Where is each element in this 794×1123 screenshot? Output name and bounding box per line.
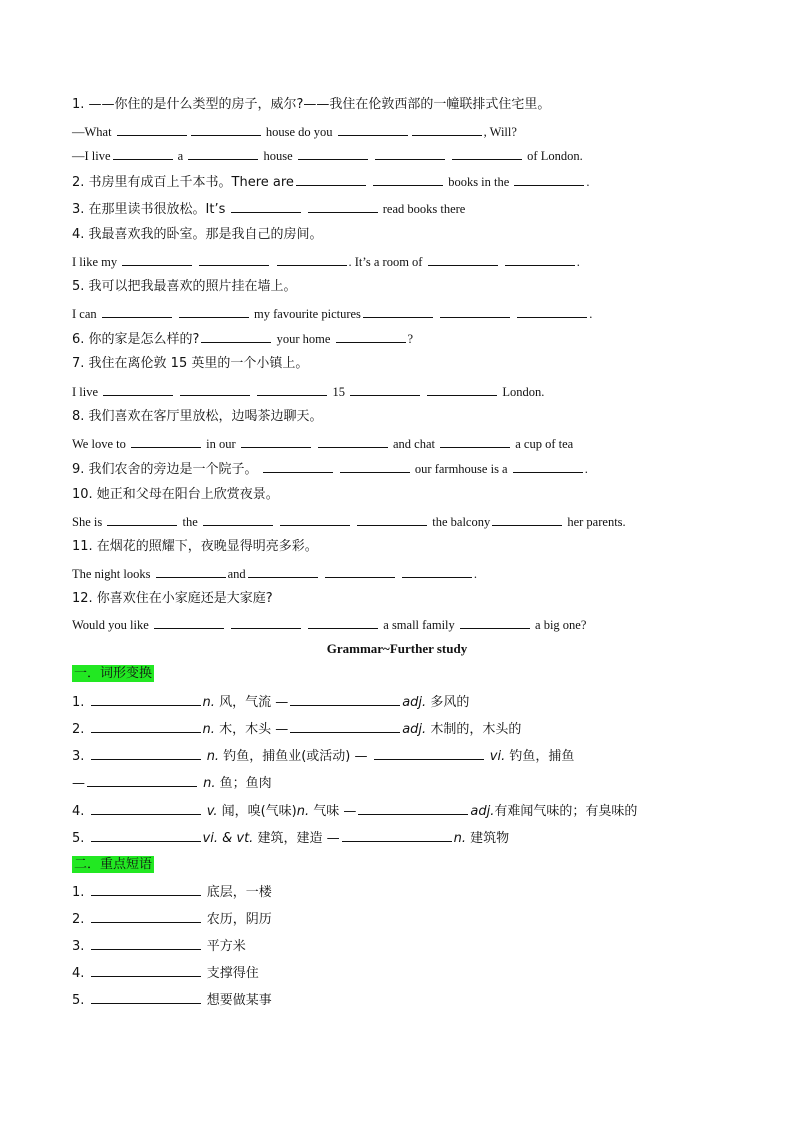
answer-blank[interactable] [492, 513, 562, 526]
pos-label: vi. [489, 749, 506, 764]
item-number: 5. [72, 993, 85, 1008]
text: her parents. [567, 515, 626, 529]
pos-label: n. [203, 776, 216, 791]
text: — [275, 695, 289, 710]
text: 9. 我们农舍的旁边是一个院子。 [72, 462, 258, 477]
answer-blank[interactable] [375, 147, 445, 160]
text: . [584, 462, 588, 476]
text: —I live [72, 149, 111, 163]
answer-blank[interactable] [298, 147, 368, 160]
answer-blank[interactable] [290, 693, 400, 706]
answer-blank[interactable] [91, 991, 201, 1004]
answer-blank[interactable] [154, 616, 224, 629]
text: We love to [72, 437, 126, 451]
text: 15 [332, 385, 346, 399]
text: — [72, 776, 85, 791]
exercise-11-english [72, 565, 477, 582]
text: . [586, 175, 590, 189]
exercise-12-chinese: 12. 你喜欢住在小家庭还是大家庭? [72, 591, 273, 606]
answer-blank[interactable] [460, 616, 530, 629]
answer-blank[interactable] [428, 253, 498, 266]
answer-blank[interactable] [117, 123, 187, 136]
answer-blank[interactable] [91, 693, 201, 706]
text: your home [276, 332, 331, 346]
meaning: 想要做某事 [206, 993, 272, 1008]
meaning: 鱼；鱼肉 [219, 776, 272, 791]
meaning: 闻，嗅(气味) [221, 804, 297, 819]
text: a cup of tea [515, 437, 574, 451]
answer-blank[interactable] [290, 720, 400, 733]
text: a small family [383, 618, 455, 632]
answer-blank[interactable] [201, 330, 271, 343]
item-number: 2. [72, 912, 85, 927]
word-form-item-3b [72, 774, 272, 792]
pos-label: adj. [402, 695, 427, 710]
meaning: 平方米 [206, 939, 246, 954]
text: my favourite pictures [254, 307, 361, 321]
part2-heading: 二．重点短语 [74, 857, 153, 872]
text: of London. [527, 149, 583, 163]
exercise-10-english [72, 513, 626, 530]
answer-blank[interactable] [342, 829, 452, 842]
text: . [473, 567, 478, 581]
word-form-item-2 [72, 720, 521, 738]
text: The night looks [72, 567, 151, 581]
answer-blank[interactable] [188, 147, 258, 160]
answer-blank[interactable] [308, 616, 378, 629]
answer-blank[interactable] [257, 383, 327, 396]
text: She is [72, 515, 103, 529]
text: our farmhouse is a [414, 462, 508, 476]
answer-blank[interactable] [91, 937, 201, 950]
answer-blank[interactable] [103, 383, 173, 396]
answer-blank[interactable] [336, 330, 406, 343]
answer-blank[interactable] [402, 565, 472, 578]
answer-blank[interactable] [412, 123, 482, 136]
meaning: 木，木头 [219, 722, 272, 737]
answer-blank[interactable] [452, 147, 522, 160]
phrase-item-3 [72, 937, 246, 955]
text: — [275, 722, 289, 737]
answer-blank[interactable] [350, 383, 420, 396]
item-number: 1. [72, 695, 85, 710]
answer-blank[interactable] [263, 460, 333, 473]
text: house do you [265, 125, 333, 139]
text: 3. 在那里读书很放松。It’s [72, 202, 226, 217]
text: — [326, 831, 340, 846]
meaning: 风，气流 [219, 695, 272, 710]
pos-label: vi. & vt. [202, 831, 254, 846]
exercise-1-english-q [72, 123, 517, 140]
text: —What [72, 125, 112, 139]
text: I live [72, 385, 99, 399]
item-number: 1. [72, 885, 85, 900]
exercise-7-chinese: 7. 我住在离伦敦 15 英里的一个小镇上。 [72, 356, 309, 371]
answer-blank[interactable] [277, 253, 347, 266]
item-number: 3. [72, 749, 85, 764]
part1-heading: 一．词形变换 [74, 666, 153, 681]
exercise-8-chinese: 8. 我们喜欢在客厅里放松，边喝茶边聊天。 [72, 409, 323, 424]
text: . [576, 255, 580, 269]
answer-blank[interactable] [122, 253, 192, 266]
answer-blank[interactable] [440, 435, 510, 448]
answer-blank[interactable] [505, 253, 575, 266]
item-number: 4. [72, 966, 85, 981]
exercise-10-chinese: 10. 她正和父母在阳台上欣赏夜景。 [72, 487, 279, 502]
answer-blank[interactable] [248, 565, 318, 578]
answer-blank[interactable] [231, 616, 301, 629]
text: read books there [382, 202, 466, 216]
phrase-item-4 [72, 964, 259, 982]
pos-label: v. [206, 804, 218, 819]
answer-blank[interactable] [91, 829, 201, 842]
exercise-7-english [72, 383, 544, 400]
item-number: 2. [72, 722, 85, 737]
answer-blank[interactable] [357, 513, 427, 526]
meaning: 多风的 [430, 695, 470, 710]
text: a big one? [535, 618, 587, 632]
answer-blank[interactable] [102, 305, 172, 318]
text: London. [502, 385, 545, 399]
meaning: 建筑物 [470, 831, 510, 846]
text: books in the [448, 175, 510, 189]
item-number: 5. [72, 831, 85, 846]
answer-blank[interactable] [338, 123, 408, 136]
exercise-4-chinese: 4. 我最喜欢我的卧室。那是我自己的房间。 [72, 227, 323, 242]
answer-blank[interactable] [325, 565, 395, 578]
answer-blank[interactable] [91, 910, 201, 923]
text: Would you like [72, 618, 149, 632]
exercise-2 [72, 173, 590, 191]
answer-blank[interactable] [427, 383, 497, 396]
meaning: 建筑，建造 [257, 831, 323, 846]
meaning: 底层，一楼 [206, 885, 272, 900]
pos-label: n. [202, 695, 215, 710]
meaning: 气味 [313, 804, 340, 819]
exercise-9 [72, 460, 588, 478]
answer-blank[interactable] [91, 883, 201, 896]
answer-blank[interactable] [180, 383, 250, 396]
exercise-1-english-a [72, 147, 583, 164]
pos-label: n. [202, 722, 215, 737]
answer-blank[interactable] [318, 435, 388, 448]
text: and [227, 567, 246, 581]
answer-blank[interactable] [358, 802, 468, 815]
exercise-12-english [72, 616, 586, 633]
answer-blank[interactable] [91, 964, 201, 977]
answer-blank[interactable] [107, 513, 177, 526]
answer-blank[interactable] [296, 173, 366, 186]
text: ? [407, 332, 414, 346]
answer-blank[interactable] [179, 305, 249, 318]
text: a [177, 149, 184, 163]
meaning: 农历，阴历 [206, 912, 272, 927]
answer-blank[interactable] [280, 513, 350, 526]
text: 6. 你的家是怎么样的? [72, 332, 200, 347]
text: house [263, 149, 293, 163]
answer-blank[interactable] [87, 774, 197, 787]
word-form-item-1 [72, 693, 469, 711]
text: . It’s a room of [348, 255, 423, 269]
exercise-8-english [72, 435, 573, 452]
text: . [589, 307, 593, 321]
item-number: 3. [72, 939, 85, 954]
answer-blank[interactable] [91, 720, 201, 733]
text: the balcony [432, 515, 491, 529]
pos-label: adj. [402, 722, 427, 737]
word-form-item-4 [72, 802, 637, 820]
answer-blank[interactable] [308, 200, 378, 213]
exercise-5-english [72, 305, 592, 322]
answer-blank[interactable] [513, 460, 583, 473]
pos-label: adj. [470, 804, 495, 819]
word-form-item-5 [72, 829, 509, 847]
answer-blank[interactable] [156, 565, 226, 578]
exercise-3 [72, 200, 465, 218]
answer-blank[interactable] [191, 123, 261, 136]
exercise-1-chinese: 1. ——你住的是什么类型的房子，威尔?——我住在伦敦西部的一幢联排式住宅里。 [72, 97, 551, 112]
text: 2. 书房里有成百上千本书。There are [72, 175, 294, 190]
answer-blank[interactable] [231, 200, 301, 213]
exercise-11-chinese: 11. 在烟花的照耀下，夜晚显得明亮多彩。 [72, 539, 318, 554]
section-title: Grammar~Further study [326, 641, 468, 656]
meaning: 支撑得住 [206, 966, 259, 981]
answer-blank[interactable] [373, 173, 443, 186]
pos-label: n. [296, 804, 310, 819]
answer-blank[interactable] [374, 747, 484, 760]
meaning: 钓鱼，捕鱼 [509, 749, 575, 764]
text: , Will? [483, 125, 517, 139]
phrase-item-5 [72, 991, 272, 1009]
answer-blank[interactable] [440, 305, 510, 318]
meaning: 有难闻气味的；有臭味的 [494, 804, 638, 819]
answer-blank[interactable] [131, 435, 201, 448]
answer-blank[interactable] [199, 253, 269, 266]
text: I like my [72, 255, 118, 269]
pos-label: n. [206, 749, 220, 764]
word-form-item-3 [72, 747, 574, 765]
text: in our [206, 437, 236, 451]
phrase-item-1 [72, 883, 272, 901]
text: the [182, 515, 198, 529]
answer-blank[interactable] [514, 173, 584, 186]
answer-blank[interactable] [363, 305, 433, 318]
answer-blank[interactable] [517, 305, 587, 318]
exercise-6 [72, 330, 413, 348]
answer-blank[interactable] [241, 435, 311, 448]
exercise-5-chinese: 5. 我可以把我最喜欢的照片挂在墙上。 [72, 279, 297, 294]
exercise-4-english [72, 253, 580, 270]
phrase-item-2 [72, 910, 272, 928]
answer-blank[interactable] [203, 513, 273, 526]
text: — [343, 804, 357, 819]
answer-blank[interactable] [91, 747, 201, 760]
item-number: 4. [72, 804, 85, 819]
meaning: 木制的，木头的 [430, 722, 522, 737]
text: I can [72, 307, 97, 321]
pos-label: n. [453, 831, 466, 846]
text: and chat [392, 437, 435, 451]
answer-blank[interactable] [91, 802, 201, 815]
meaning: 钓鱼，捕鱼业(或活动) — [223, 749, 368, 764]
answer-blank[interactable] [113, 147, 173, 160]
answer-blank[interactable] [340, 460, 410, 473]
